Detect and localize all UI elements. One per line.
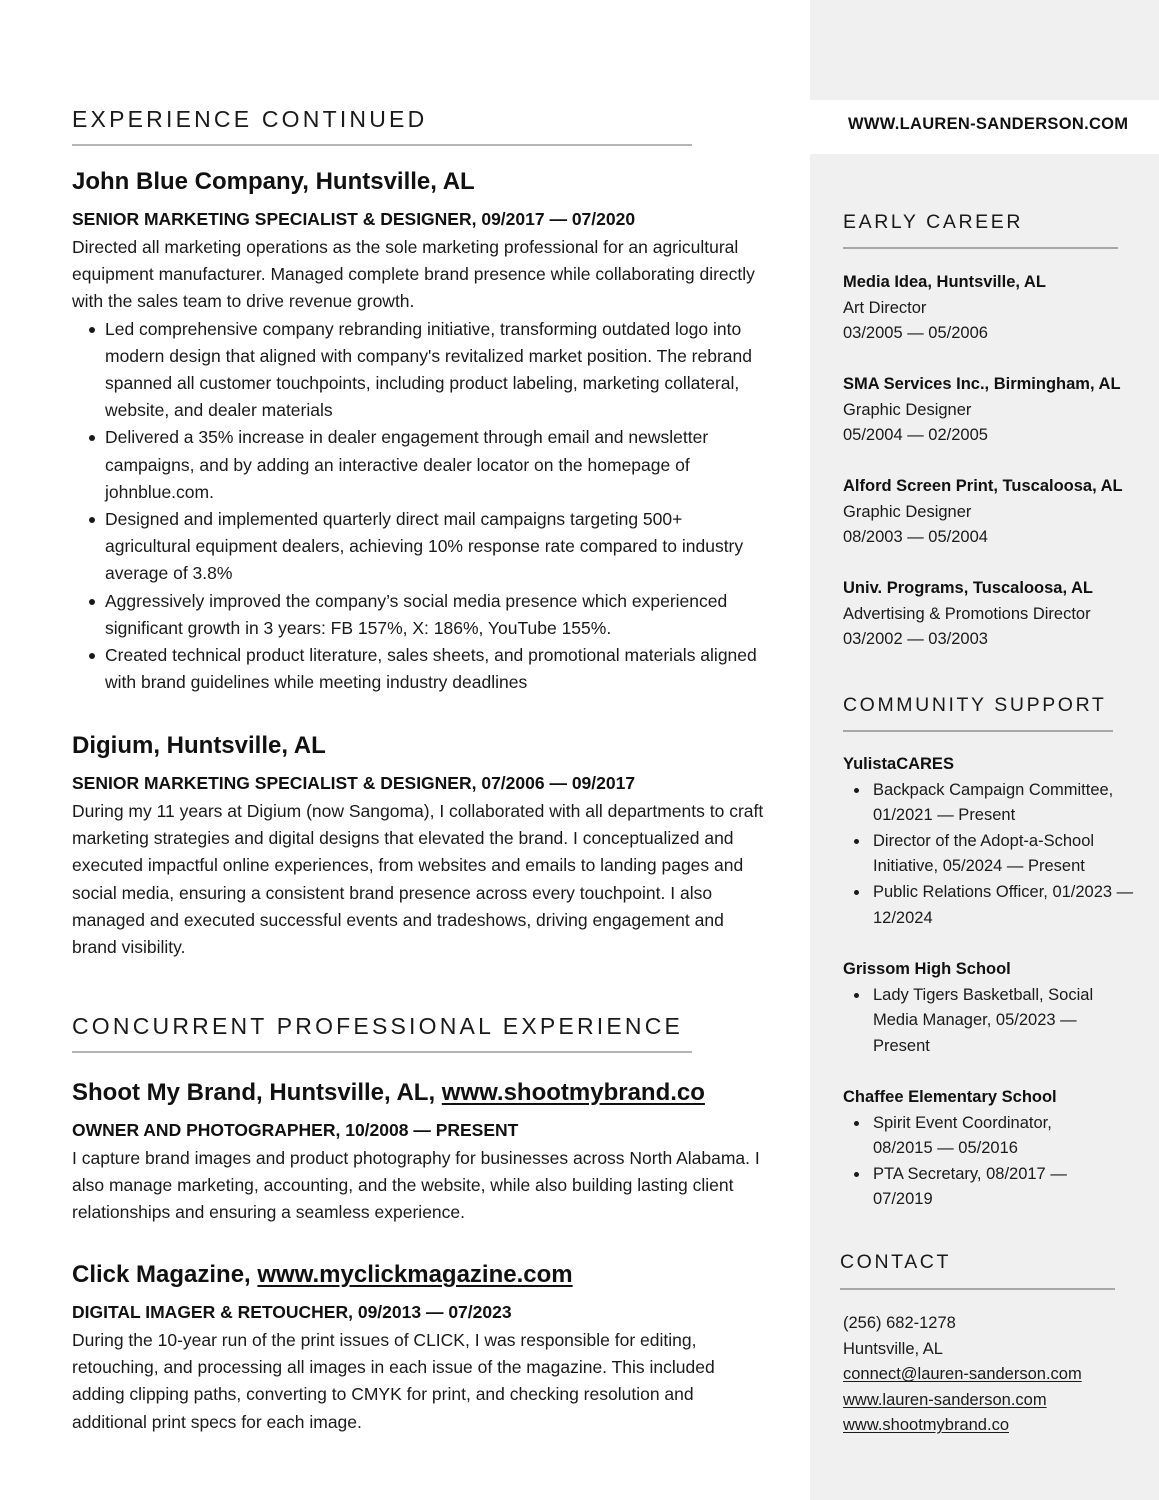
list-item xyxy=(843,778,1143,829)
job-click-magazine xyxy=(72,1260,772,1436)
community-org: Chaffee Elementary School xyxy=(843,1088,1057,1106)
contact-phone: (256) 682-1278 xyxy=(843,1314,956,1332)
bullet-text: Lady Tigers Basketball, Social Media Manager, 05/2023 — Present xyxy=(873,985,1094,1055)
early-career-title: Graphic Designer xyxy=(843,400,972,419)
experience-continued-heading: EXPERIENCE CONTINUED xyxy=(72,106,428,132)
company-website-link[interactable]: www.myclickmagazine.com xyxy=(257,1261,573,1288)
list-item xyxy=(843,1111,1103,1162)
early-career-title: Art Director xyxy=(843,298,927,317)
website-band xyxy=(810,100,1159,154)
early-career-item xyxy=(843,576,1143,653)
bullet-icon xyxy=(89,653,95,659)
community-list xyxy=(843,778,1143,932)
contact-location: Huntsville, AL xyxy=(843,1339,943,1358)
community-support-heading: COMMUNITY SUPPORT xyxy=(843,694,1107,716)
contact-heading: CONTACT xyxy=(840,1251,951,1273)
bullet-text: Created technical product literature, sales sheets, and promotional materials aligned with brand guidelines while meeting industry deadlines xyxy=(105,645,757,693)
bullet-icon xyxy=(854,1172,859,1177)
contact-photography-link[interactable]: www.shootmybrand.co xyxy=(843,1416,1009,1435)
early-career-dates: 03/2005 — 05/2006 xyxy=(843,324,988,343)
list-item xyxy=(843,1162,1103,1213)
sidebar xyxy=(810,0,1159,1500)
contact-email-link[interactable]: connect@lauren-sanderson.com xyxy=(843,1365,1082,1384)
job-company: Digium, Huntsville, AL xyxy=(72,732,326,759)
bullet-icon xyxy=(854,890,859,895)
job-company xyxy=(72,1260,772,1290)
early-career-dates: 03/2002 — 03/2003 xyxy=(843,630,988,649)
early-career-item xyxy=(843,372,1143,449)
early-career-title: Advertising & Promotions Director xyxy=(843,604,1091,623)
section-divider xyxy=(843,730,1113,732)
community-list xyxy=(843,983,1143,1060)
early-career-item xyxy=(843,270,1143,347)
bullet-icon xyxy=(89,517,95,523)
community-group xyxy=(843,957,1143,1059)
company-website-link[interactable]: www.shootmybrand.co xyxy=(441,1079,705,1106)
list-item xyxy=(843,829,1143,880)
concurrent-experience-heading: CONCURRENT PROFESSIONAL EXPERIENCE xyxy=(72,1013,684,1039)
bullet-text: Designed and implemented quarterly direct mail campaigns targeting 500+ agricultural equipment dealers, achieving 10% response rate compared to industry average of 3.8% xyxy=(105,509,744,584)
contact-website-link[interactable]: www.lauren-sanderson.com xyxy=(843,1390,1047,1409)
bullet-icon xyxy=(89,327,95,333)
list-item xyxy=(843,983,1133,1060)
job-john-blue xyxy=(72,167,772,696)
bullet-text: Delivered a 35% increase in dealer engagement through email and newsletter campaigns, and by adding an interactive dealer locator on the homepage of johnblue.com. xyxy=(105,427,709,502)
bullet-text: Led comprehensive company rebranding initiative, transforming outdated logo into modern design that aligned with company's revitalized market position. The rebrand spanned all customer touchpoints, including product labeling, marketing collateral, website, and dealer materials xyxy=(105,318,752,421)
job-description: I capture brand images and product photography for businesses across North Alabama. I also manage marketing, accounting, and the website, while also building lasting client relationships and ensuring a seamless experience. xyxy=(72,1148,760,1223)
community-group xyxy=(843,1085,1143,1213)
early-career-org: Alford Screen Print, Tuscaloosa, AL xyxy=(843,477,1123,495)
bullet-icon xyxy=(854,788,859,793)
list-item xyxy=(843,880,1143,931)
early-career-org: Media Idea, Huntsville, AL xyxy=(843,273,1046,291)
community-org: YulistaCARES xyxy=(843,755,954,773)
section-divider xyxy=(843,247,1118,249)
job-shoot-my-brand xyxy=(72,1078,772,1227)
job-bullet-list xyxy=(72,316,772,697)
job-role: SENIOR MARKETING SPECIALIST & DESIGNER, 07/2006 — 09/2017 xyxy=(72,773,636,793)
bullet-text: Backpack Campaign Committee, 01/2021 — Present xyxy=(873,780,1114,825)
job-company xyxy=(72,1078,772,1108)
list-item xyxy=(72,642,772,696)
early-career-item xyxy=(843,474,1143,551)
bullet-text: Spirit Event Coordinator, 08/2015 — 05/2016 xyxy=(873,1113,1052,1158)
bullet-text: Aggressively improved the company’s social media presence which experienced significant growth in 3 years: FB 157%, X: 186%, YouTube 155%. xyxy=(105,590,728,638)
job-company: John Blue Company, Huntsville, AL xyxy=(72,168,475,195)
website-url: WWW.LAUREN-SANDERSON.COM xyxy=(848,115,1129,133)
bullet-text: PTA Secretary, 08/2017 — 07/2019 xyxy=(873,1164,1067,1209)
contact-block xyxy=(843,1311,1143,1439)
job-digium xyxy=(72,731,772,961)
community-list xyxy=(843,1111,1143,1213)
early-career-dates: 05/2004 — 02/2005 xyxy=(843,426,988,445)
job-description: During the 10-year run of the print issues of CLICK, I was responsible for editing, retouching, and processing all images in each issue of the magazine. This included adding clipping paths, converting to CMYK for print, and checking resolution and additional print specs for each image. xyxy=(72,1330,715,1432)
early-career-dates: 08/2003 — 05/2004 xyxy=(843,528,988,547)
job-description: Directed all marketing operations as the sole marketing professional for an agricultural equipment manufacturer. Managed complete brand presence while collaborating directly with the sales team to drive revenue growth. xyxy=(72,237,755,312)
section-divider xyxy=(72,1051,692,1053)
job-role: DIGITAL IMAGER & RETOUCHER, 09/2013 — 07/2023 xyxy=(72,1302,512,1322)
bullet-icon xyxy=(854,1121,859,1126)
bullet-icon xyxy=(89,599,95,605)
bullet-text: Public Relations Officer, 01/2023 — 12/2024 xyxy=(873,882,1134,927)
job-description: During my 11 years at Digium (now Sangoma), I collaborated with all departments to craft marketing strategies and digital designs that elevated the brand. I conceptualized and executed impactful online experiences, from websites and emails to landing pages and social media, ensuring a consistent brand presence across every touchpoint. I also managed and executed successful events and tradeshows, driving engagement and brand visibility. xyxy=(72,801,764,958)
company-name: Click Magazine, xyxy=(72,1261,258,1288)
list-item xyxy=(72,316,772,425)
job-role: SENIOR MARKETING SPECIALIST & DESIGNER, 09/2017 — 07/2020 xyxy=(72,209,636,229)
early-career-title: Graphic Designer xyxy=(843,502,972,521)
list-item xyxy=(72,588,772,642)
bullet-text: Director of the Adopt-a-School Initiative, 05/2024 — Present xyxy=(873,831,1095,876)
early-career-org: Univ. Programs, Tuscaloosa, AL xyxy=(843,579,1094,597)
community-org: Grissom High School xyxy=(843,960,1011,978)
list-item xyxy=(72,424,772,506)
section-divider xyxy=(72,144,692,146)
job-role: OWNER AND PHOTOGRAPHER, 10/2008 — PRESENT xyxy=(72,1120,519,1140)
bullet-icon xyxy=(89,435,95,441)
section-divider xyxy=(840,1288,1115,1290)
community-group xyxy=(843,752,1143,931)
company-name: Shoot My Brand, Huntsville, AL, xyxy=(72,1079,442,1106)
early-career-org: SMA Services Inc., Birmingham, AL xyxy=(843,375,1121,393)
list-item xyxy=(72,506,772,588)
bullet-icon xyxy=(854,993,859,998)
early-career-heading: EARLY CAREER xyxy=(843,211,1024,233)
bullet-icon xyxy=(854,839,859,844)
